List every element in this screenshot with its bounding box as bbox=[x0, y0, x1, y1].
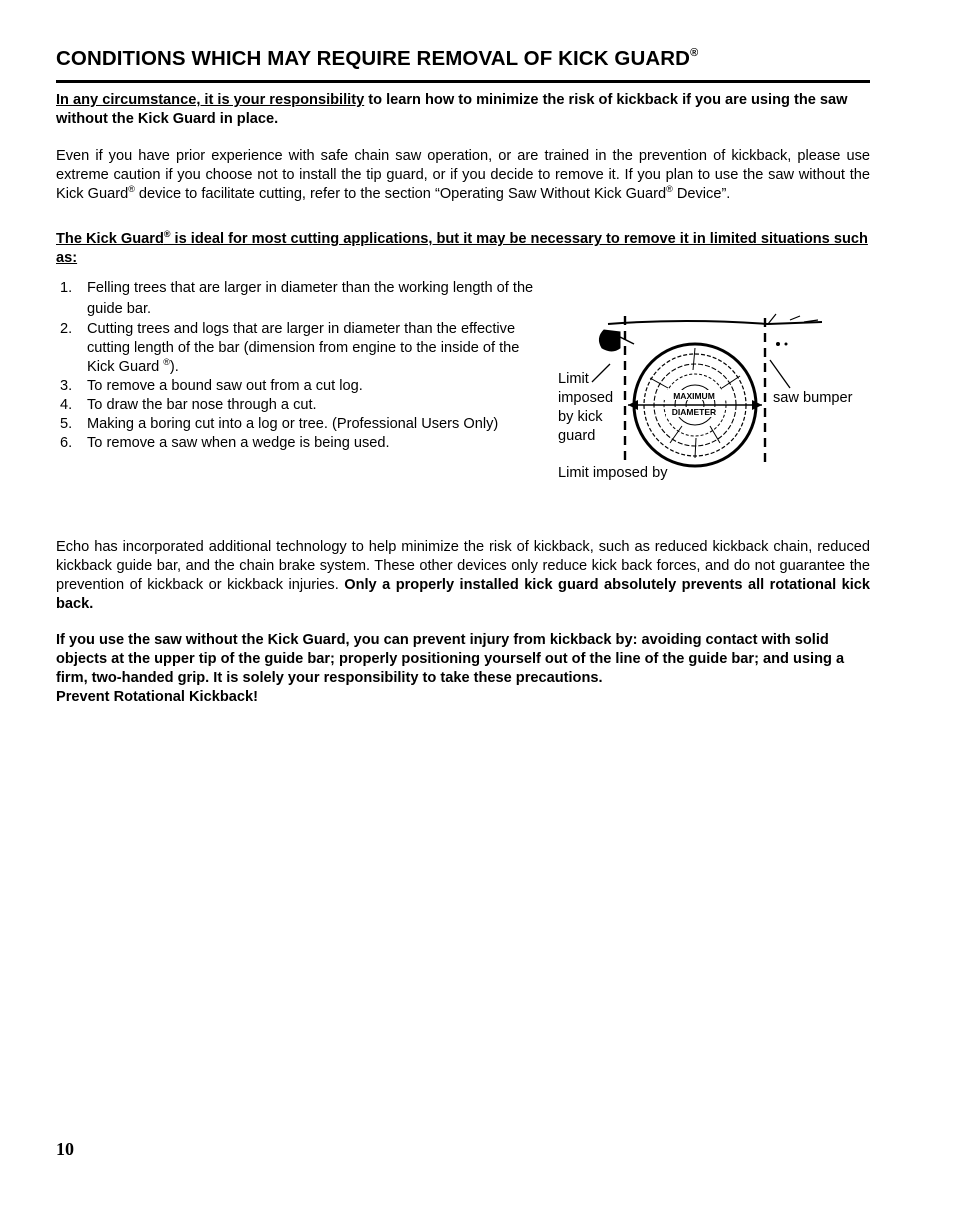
situations-list bbox=[56, 278, 536, 453]
limit-imposed-label: Limit imposed by bbox=[558, 465, 668, 481]
technology-text: Echo has incorporated additional technology to help minimize the risk of kickback, such as reduced kickback chain, reduced kickback guide bar, and the chain brake system. These other devices only reduce kick back forces, and do not guarantee the prevention of kickback or kickback injuries. bbox=[56, 539, 870, 593]
warning-closing: Prevent Rotational Kickback! bbox=[56, 689, 258, 705]
caution-text-2: device to facilitate cutting, refer to the section “Operating Saw Without Kick Guard bbox=[134, 186, 667, 202]
saw-detail-marks bbox=[776, 342, 788, 346]
list-item bbox=[56, 320, 536, 377]
saw-bumper-label: saw bumper bbox=[773, 390, 853, 406]
right-label-leader bbox=[770, 360, 790, 388]
guide-bar-outline bbox=[608, 321, 822, 324]
technology-paragraph bbox=[56, 538, 870, 614]
title-divider bbox=[56, 80, 870, 83]
maximum-label: MAXIMUM bbox=[673, 391, 715, 401]
list-item-number: 1. bbox=[60, 280, 73, 296]
detail-dot bbox=[776, 342, 780, 346]
warning-paragraph bbox=[56, 631, 870, 707]
list-item-text: Making a boring cut into a log or tree. (Professional Users Only) bbox=[87, 416, 499, 432]
list-item-text: To remove a saw when a wedge is being used. bbox=[87, 435, 390, 451]
detail-dot bbox=[785, 343, 788, 346]
list-item-number: 6. bbox=[60, 435, 73, 451]
list-item bbox=[56, 278, 536, 320]
situations-heading-text-1: The Kick Guard bbox=[56, 231, 164, 247]
list-item bbox=[56, 434, 536, 453]
registered-mark: ® bbox=[666, 184, 673, 195]
page-title-text: CONDITIONS WHICH MAY REQUIRE REMOVAL OF KICK GUARD bbox=[56, 47, 691, 70]
kick-guard-icon bbox=[599, 330, 620, 351]
list-item-number: 3. bbox=[60, 378, 73, 394]
page-number: 10 bbox=[56, 1139, 74, 1159]
registered-mark: ® bbox=[163, 357, 170, 368]
list-item bbox=[56, 377, 536, 396]
list-item-number: 2. bbox=[60, 321, 73, 337]
list-item bbox=[56, 415, 536, 434]
registered-mark: ® bbox=[690, 47, 699, 60]
limit-kick-guard-label: Limit imposed by kick guard bbox=[558, 371, 614, 444]
list-item-text: To draw the bar nose through a cut. bbox=[87, 397, 317, 413]
page-title bbox=[56, 47, 876, 71]
warning-text: If you use the saw without the Kick Guard, you can prevent injury from kickback by: avoiding contact with solid objects at the upper tip of the guide bar; properly positioning yourself out of the line of the guide bar; and using a firm, two-handed grip. It is solely your responsibility to take these precautions. bbox=[56, 632, 845, 686]
list-item-number: 5. bbox=[60, 416, 73, 432]
responsibility-paragraph bbox=[56, 91, 870, 129]
list-item-tail: ). bbox=[169, 359, 179, 375]
registered-mark: ® bbox=[163, 229, 171, 240]
list-item-text: Felling trees that are larger in diameter than the working length of the guide bar. bbox=[87, 280, 534, 317]
caution-text-1: Even if you have prior experience with safe chain saw operation, or are trained in the prevention of kickback, please use extreme caution if you choose not to install the tip guard, or if you decide to remove it. If you plan to use the saw without the Kick Guard bbox=[56, 148, 870, 202]
responsibility-rest: to learn how to minimize the risk of kickback if you are using the saw without the Kick Guard in place. bbox=[56, 92, 848, 127]
list-item bbox=[56, 396, 536, 415]
caution-text-3: Device”. bbox=[672, 186, 731, 202]
diameter-label: DIAMETER bbox=[671, 407, 717, 417]
list-item-number: 4. bbox=[60, 397, 73, 413]
registered-mark: ® bbox=[128, 184, 135, 195]
caution-paragraph bbox=[56, 147, 870, 204]
situations-heading-text-2: is ideal for most cutting applications, but it may be necessary to remove it in limited situations such as: bbox=[56, 231, 868, 266]
list-item-text: Cutting trees and logs that are larger in diameter than the effective cutting length of the bar (dimension from engine to the inside of the Kick Guard bbox=[87, 321, 520, 375]
log-diameter-diagram bbox=[590, 308, 830, 483]
situations-heading bbox=[56, 230, 870, 268]
responsibility-underlined: In any circumstance, it is your responsibility bbox=[56, 92, 365, 108]
list-item-text: To remove a bound saw out from a cut log. bbox=[87, 378, 363, 394]
left-label-leader bbox=[592, 364, 610, 382]
technology-bold-text: Only a properly installed kick guard absolutely prevents all rotational kick back. bbox=[56, 577, 870, 612]
